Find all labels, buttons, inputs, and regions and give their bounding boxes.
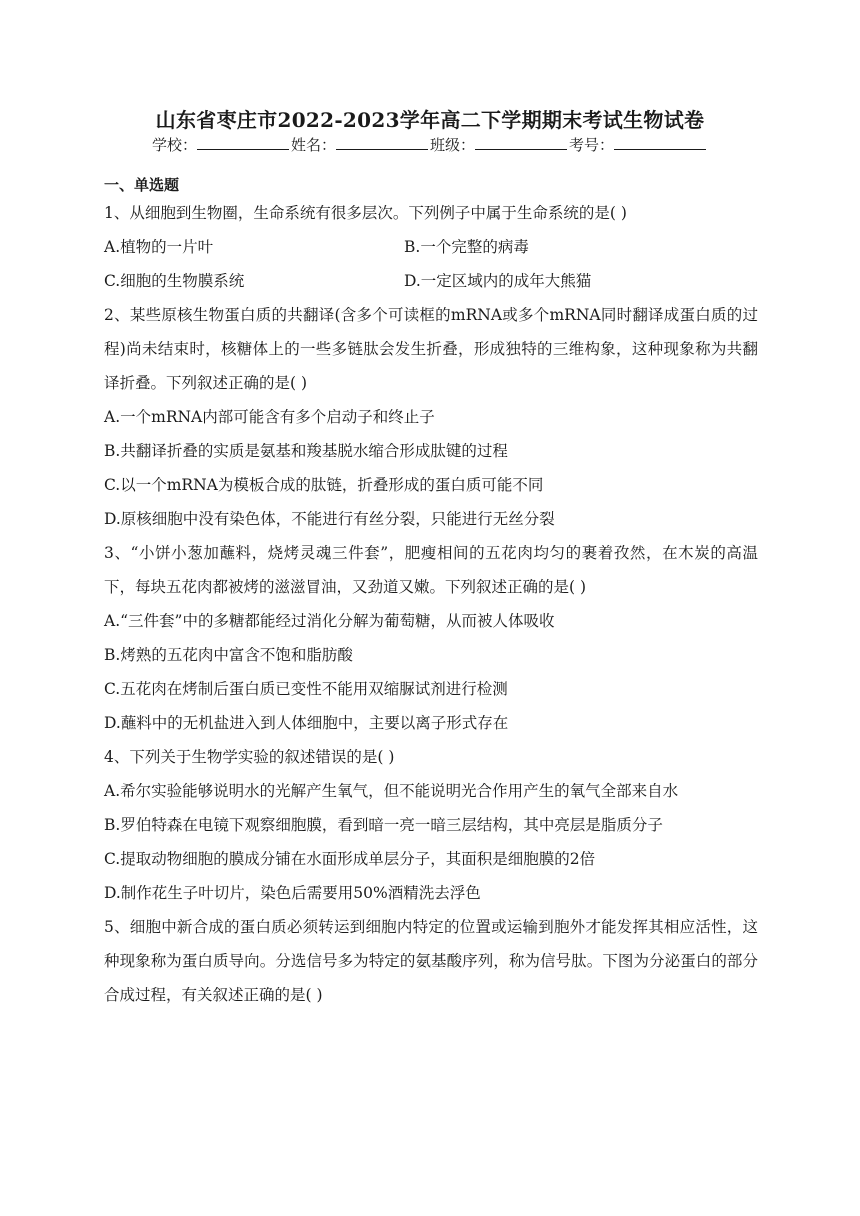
- question-4-option-b: B.罗伯特森在电镜下观察细胞膜，看到暗一亮一暗三层结构，其中亮层是脂质分子: [104, 816, 663, 834]
- name-blank: [336, 135, 428, 150]
- question-1-option-a: A.植物的一片叶: [104, 238, 214, 256]
- question-4-option-d: D.制作花生子叶切片，染色后需要用50%酒精洗去浮色: [104, 884, 481, 902]
- question-4-option-c: C.提取动物细胞的膜成分铺在水面形成单层分子，其面积是细胞膜的2倍: [104, 850, 596, 868]
- school-field: [152, 134, 291, 155]
- question-2-option-c: C.以一个mRNA为模板合成的肽链，折叠形成的蛋白质可能不同: [104, 476, 544, 494]
- question-3-stem: 3、“小饼小葱加蘸料，烧烤灵魂三件套”，肥瘦相间的五花肉均匀的裹着孜然，在木炭的高温下，每块五花肉都被烤的滋滋冒油，又劲道又嫩。下列叙述正确的是( ): [104, 544, 758, 596]
- question-2-stem: 2、某些原核生物蛋白质的共翻译(含多个可读框的mRNA或多个mRNA同时翻译成蛋白质的过程)尚未结束时，核糖体上的一些多链肽会发生折叠，形成独特的三维构象，这种现象称为共翻译折叠。下列叙述正确的是( ): [104, 306, 758, 392]
- question-4: [104, 740, 758, 910]
- question-2-option-d: D.原核细胞中没有染色体，不能进行有丝分裂，只能进行无丝分裂: [104, 510, 555, 528]
- question-1-option-c: C.细胞的生物膜系统: [104, 272, 245, 290]
- exam-number-blank: [614, 135, 706, 150]
- question-2: [104, 298, 758, 536]
- class-blank: [475, 135, 567, 150]
- name-label: 姓名：: [290, 136, 336, 154]
- school-blank: [197, 135, 289, 150]
- class-label: 班级：: [430, 136, 476, 154]
- question-2-option-b: B.共翻译折叠的实质是氨基和羧基脱水缩合形成肽键的过程: [104, 442, 508, 460]
- question-1: [104, 196, 758, 298]
- exam-content: [104, 174, 758, 1012]
- section-title: 一、单选题: [104, 176, 180, 194]
- question-1-stem: 1、从细胞到生物圈，生命系统有很多层次。下列例子中属于生命系统的是( ): [104, 204, 627, 222]
- question-1-option-b: B.一个完整的病毒: [404, 238, 529, 256]
- student-info-line: [0, 134, 860, 155]
- exam-title: 山东省枣庄市2022-2023学年高二下学期期末考试生物试卷: [155, 108, 705, 132]
- question-4-stem: 4、下列关于生物学实验的叙述错误的是( ): [104, 748, 395, 766]
- question-2-option-a: A.一个mRNA内部可能含有多个启动子和终止子: [104, 408, 435, 426]
- question-4-option-a: A.希尔实验能够说明水的光解产生氧气，但不能说明光合作用产生的氧气全部来自水: [104, 782, 679, 800]
- question-3-option-b: B.烤熟的五花肉中富含不饱和脂肪酸: [104, 646, 353, 664]
- question-3-option-d: D.蘸料中的无机盐进入到人体细胞中，主要以离子形式存在: [104, 714, 509, 732]
- class-field: [430, 134, 569, 155]
- question-3-option-a: A.“三件套”中的多糖都能经过消化分解为葡萄糖，从而被人体吸收: [104, 612, 555, 630]
- question-1-options: [104, 230, 758, 298]
- question-5: [104, 910, 758, 1012]
- question-3-option-c: C.五花肉在烤制后蛋白质已变性不能用双缩脲试剂进行检测: [104, 680, 508, 698]
- school-label: 学校：: [151, 136, 197, 154]
- exam-number-field: [569, 134, 708, 155]
- exam-number-label: 考号：: [569, 136, 615, 154]
- question-3: [104, 536, 758, 740]
- question-1-option-d: D.一定区域内的成年大熊猫: [404, 272, 592, 290]
- question-5-stem: 5、细胞中新合成的蛋白质必须转运到细胞内特定的位置或运输到胞外才能发挥其相应活性，这种现象称为蛋白质导向。分选信号多为特定的氨基酸序列，称为信号肽。下图为分泌蛋白的部分合成过程，有关叙述正确的是( ): [104, 918, 758, 1004]
- name-field: [291, 134, 430, 155]
